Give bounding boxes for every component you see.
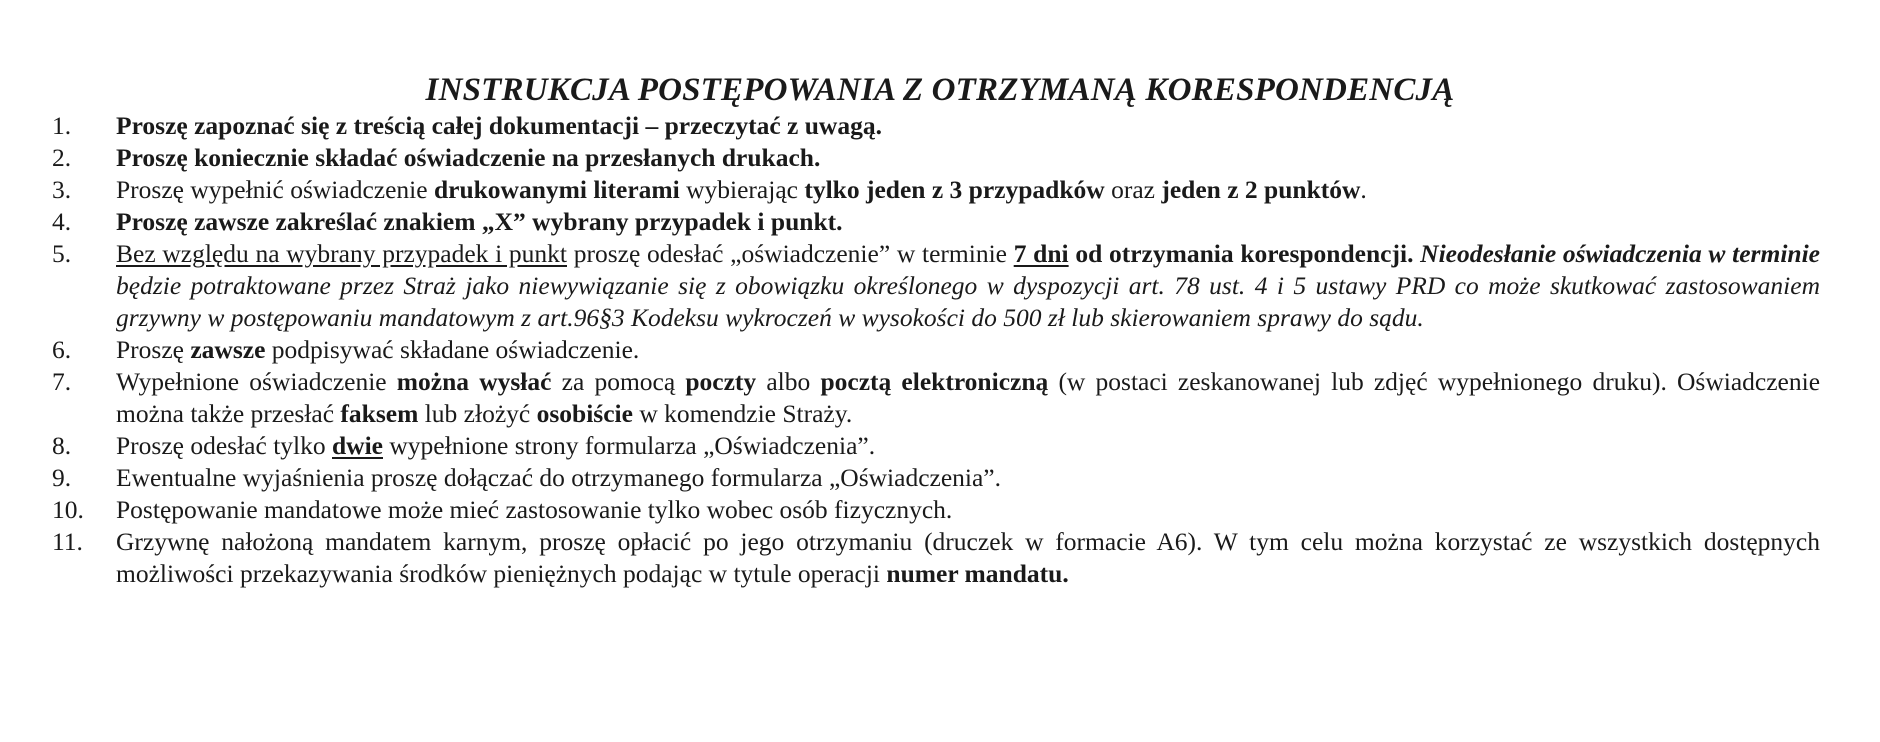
text-segment: w komendzie Straży.: [632, 399, 853, 428]
text-segment: Proszę: [116, 335, 191, 364]
text-segment: Proszę odesłać tylko: [116, 431, 332, 460]
instruction-item: [52, 366, 1820, 430]
text-segment: Nieodesłanie oświadczenia w terminie: [1413, 239, 1820, 268]
text-segment: Proszę wypełnić oświadczenie: [116, 175, 434, 204]
text-segment: Proszę zapoznać się z treścią całej dokumentacji – przeczytać z uwagą.: [116, 111, 882, 140]
instruction-item: [52, 494, 1820, 526]
item-text: [116, 174, 1820, 206]
document-title: INSTRUKCJA POSTĘPOWANIA Z OTRZYMANĄ KORESPONDENCJĄ: [425, 72, 1455, 109]
text-segment: (w postaci zeskanowanej lub zdjęć wypełnionego druku). Oświadczenie można także przesłać: [116, 367, 1821, 428]
text-segment: albo: [756, 367, 821, 396]
text-segment: .: [1360, 175, 1367, 204]
text-segment: drukowanymi literami: [433, 175, 680, 204]
text-segment: Proszę koniecznie składać oświadczenie na przesłanych drukach.: [116, 143, 821, 172]
text-segment: oraz: [1104, 175, 1162, 204]
instruction-item: [52, 174, 1820, 206]
item-text: [116, 462, 1820, 494]
item-number: 7.: [52, 367, 72, 396]
item-text: [116, 430, 1820, 462]
text-segment: numer mandatu.: [886, 559, 1069, 588]
text-segment: jeden z 2 punktów: [1161, 175, 1361, 204]
instruction-item: [52, 110, 1820, 142]
text-segment: lub złożyć: [418, 399, 537, 428]
item-number: 10.: [52, 495, 84, 524]
text-segment: można wysłać: [396, 367, 552, 396]
text-segment: Grzywnę nałożoną mandatem karnym, proszę opłacić po jego otrzymaniu (druczek w formacie A6). W tym celu można korzystać ze wszystkich dostępnych możliwości przekazywania środków pieniężnych podając w tytule operacji: [116, 527, 1820, 588]
text-segment: tylko jeden z 3 przypadków: [804, 175, 1105, 204]
text-segment: podpisywać składane oświadczenie.: [265, 335, 640, 364]
item-number: 3.: [52, 175, 72, 204]
text-segment: Ewentualne wyjaśnienia proszę dołączać do otrzymanego formularza „Oświadczenia”.: [116, 463, 1002, 492]
item-number: 6.: [52, 335, 72, 364]
text-segment: za pomocą: [551, 367, 686, 396]
text-segment: wybierając: [679, 175, 805, 204]
text-segment: od otrzymania korespondencji.: [1068, 239, 1414, 268]
text-segment: pocztą elektroniczną: [820, 367, 1049, 396]
item-number: 8.: [52, 431, 72, 460]
item-text: [116, 366, 1820, 430]
instruction-item: [52, 142, 1820, 174]
text-segment: wypełnione strony formularza „Oświadczenia”.: [383, 431, 876, 460]
instruction-item: [52, 462, 1820, 494]
instruction-list: [52, 110, 1820, 590]
text-segment: proszę odesłać „oświadczenie” w terminie: [567, 239, 1014, 268]
instruction-item: [52, 206, 1820, 238]
item-text: [116, 494, 1820, 526]
item-number: 4.: [52, 207, 72, 236]
item-number: 2.: [52, 143, 72, 172]
item-number: 5.: [52, 239, 72, 268]
item-text: [116, 206, 1820, 238]
text-segment: dwie: [332, 431, 383, 460]
text-segment: faksem: [340, 399, 419, 428]
text-segment: Wypełnione oświadczenie: [116, 367, 397, 396]
item-text: [116, 110, 1820, 142]
instruction-item: [52, 526, 1820, 590]
text-segment: 7 dni: [1013, 239, 1069, 268]
text-segment: poczty: [685, 367, 757, 396]
text-segment: zawsze: [190, 335, 266, 364]
text-segment: będzie potraktowane przez Straż jako niewywiązanie się z obowiązku określonego w dyspozycji art. 78 ust. 4 i 5 ustawy PRD co może skutkować zastosowaniem grzywny w postępowaniu mandatowym z art.96§3 Kodeksu wykroczeń w wysokości do 500 zł lub skierowaniem sprawy do sądu.: [116, 271, 1820, 332]
text-segment: Bez względu na wybrany przypadek i punkt: [116, 239, 567, 268]
text-segment: Proszę zawsze zakreślać znakiem „X” wybrany przypadek i punkt.: [116, 207, 843, 236]
text-segment: osobiście: [536, 399, 633, 428]
instruction-item: [52, 430, 1820, 462]
instruction-item: [52, 334, 1820, 366]
item-text: [116, 526, 1820, 590]
item-number: 1.: [52, 111, 72, 140]
item-number: 11.: [52, 527, 83, 556]
instruction-item: [52, 238, 1820, 334]
item-number: 9.: [52, 463, 72, 492]
item-text: [116, 334, 1820, 366]
text-segment: Postępowanie mandatowe może mieć zastosowanie tylko wobec osób fizycznych.: [116, 495, 953, 524]
item-text: [116, 142, 1820, 174]
item-text: [116, 238, 1820, 334]
